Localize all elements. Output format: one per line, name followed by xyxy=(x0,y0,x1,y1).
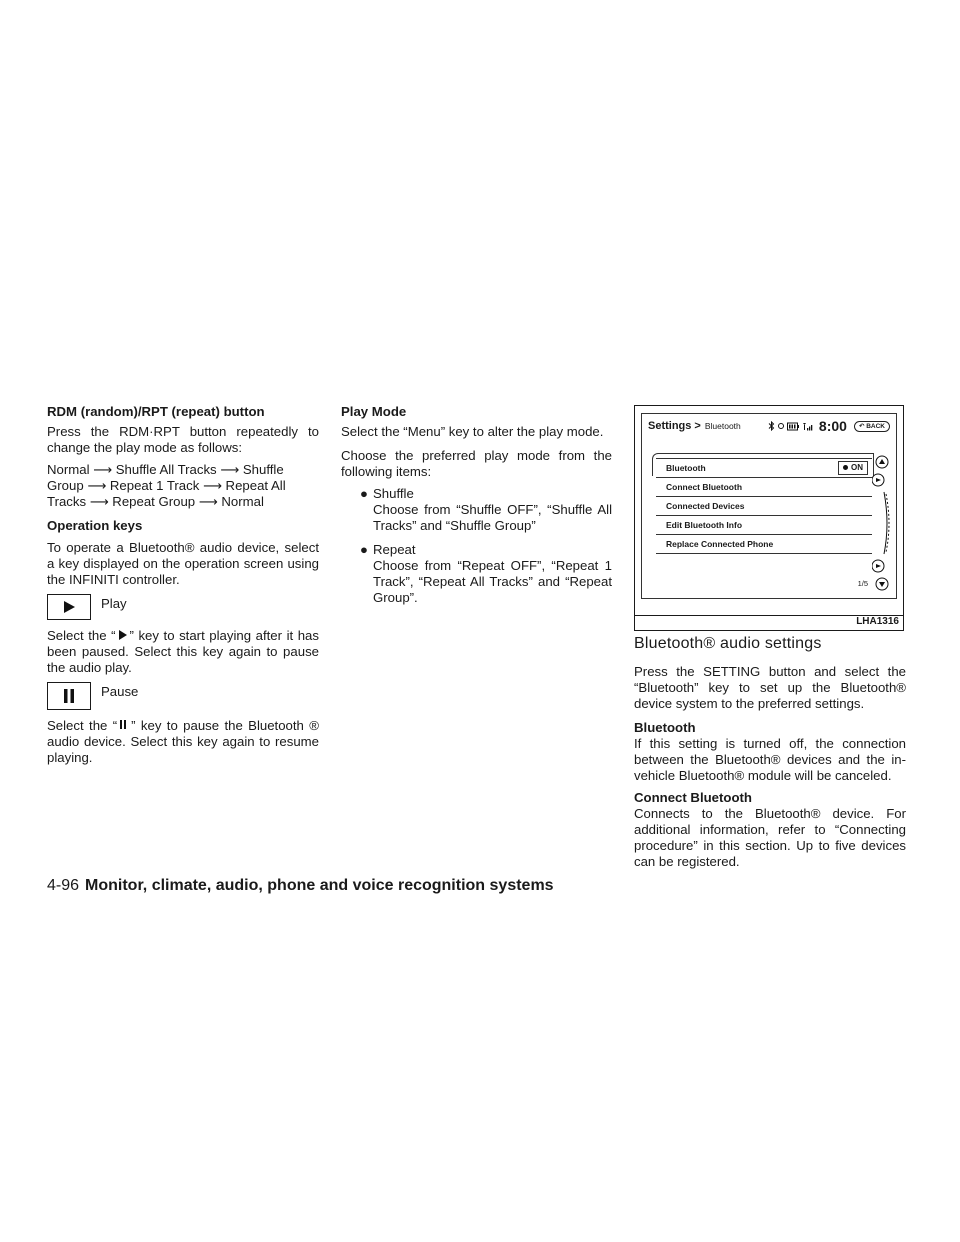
column-right xyxy=(634,636,906,876)
play-label: Play xyxy=(101,596,127,611)
pause-key-row xyxy=(47,682,319,710)
playmode-heading: Play Mode xyxy=(341,404,407,419)
scrollbar[interactable] xyxy=(872,454,892,594)
connect-bluetooth-heading: Connect Bluetooth xyxy=(634,790,752,805)
page-number: 4-96 xyxy=(47,877,80,894)
pause-key-icon xyxy=(47,682,91,710)
section-intro: Press the SETTING button and select the “Bluetooth” key to set up the Bluetooth® device system to the preferred settings. xyxy=(634,664,906,711)
bullet-title: Shuffle xyxy=(373,486,414,501)
playmode-para-1: Select the “Menu” key to alter the play mode. xyxy=(341,424,604,439)
bullet-dot: ● xyxy=(360,542,368,557)
list-item xyxy=(341,542,612,606)
play-icon xyxy=(116,629,130,641)
pause-icon xyxy=(117,719,131,731)
bluetooth-text: If this setting is turned off, the connection between the Bluetooth® devices and the in-vehicle Bluetooth® module will be canceled. xyxy=(634,736,906,783)
bullet-title: Repeat xyxy=(373,542,416,557)
back-button[interactable]: ↶ BACK xyxy=(854,421,890,432)
display-screen xyxy=(641,413,897,599)
status-area xyxy=(768,418,890,434)
opkeys-para: To operate a Bluetooth® audio device, select a key displayed on the operation screen using the INFINITI controller. xyxy=(47,540,319,587)
figure-code: LHA1316 xyxy=(856,616,899,627)
clock-time: 8:00 xyxy=(818,418,847,434)
play-description: Select the “ ” key to start playing after it has been paused. Select this key again to pause the audio play. xyxy=(47,628,319,675)
bluetooth-heading: Bluetooth xyxy=(634,720,696,735)
battery-icon xyxy=(787,422,799,431)
settings-screen-figure xyxy=(634,405,904,631)
bullet-text: Choose from “Repeat OFF”, “Repeat 1 Track”, “Repeat All Tracks” and “Repeat Group”. xyxy=(373,558,612,605)
list-item-connected-devices[interactable]: Connected Devices xyxy=(656,497,872,516)
list-item xyxy=(341,486,612,534)
playmode-para-2: Choose the preferred play mode from the following items: xyxy=(341,448,612,479)
column-left xyxy=(47,404,319,772)
on-indicator[interactable]: ON xyxy=(838,461,868,475)
rdm-heading: RDM (random)/RPT (repeat) button xyxy=(47,404,265,419)
list-item-replace-connected-phone[interactable]: Replace Connected Phone xyxy=(656,535,872,554)
signal-icon xyxy=(802,422,814,431)
bullet-dot: ● xyxy=(360,486,368,501)
settings-list xyxy=(656,458,872,554)
pause-label: Pause xyxy=(101,684,139,699)
pause-description: Select the “ ” key to pause the Bluetooth ® audio device. Select this key again to resume playing. xyxy=(47,718,319,765)
list-item-connect-bluetooth[interactable]: Connect Bluetooth xyxy=(656,478,872,497)
screen-title: Settings xyxy=(648,420,692,432)
phone-status-icon xyxy=(778,421,784,431)
play-key-row xyxy=(47,594,319,620)
list-item-bluetooth[interactable]: Bluetooth ON xyxy=(656,459,872,478)
chapter-title: Monitor, climate, audio, phone and voice recognition systems xyxy=(85,877,554,894)
screen-subtitle: Bluetooth xyxy=(704,421,741,431)
bluetooth-icon xyxy=(768,421,775,431)
play-key-icon xyxy=(47,594,91,620)
page-footer xyxy=(47,876,554,896)
list-item-edit-bluetooth-info[interactable]: Edit Bluetooth Info xyxy=(656,516,872,535)
breadcrumb-separator: > xyxy=(694,420,701,432)
section-title: Bluetooth® audio settings xyxy=(634,635,822,652)
rdm-para-1: Press the RDM·RPT button repeatedly to change the play mode as follows: xyxy=(47,424,319,455)
opkeys-heading: Operation keys xyxy=(47,518,143,533)
column-middle xyxy=(341,404,612,614)
screen-header xyxy=(642,414,896,438)
rdm-para-2: Normal ⟶ Shuffle All Tracks ⟶ Shuffle Group ⟶ Repeat 1 Track ⟶ Repeat All Tracks ⟶ Repeat Group ⟶ Normal xyxy=(47,462,286,509)
bullet-text: Choose from “Shuffle OFF”, “Shuffle All Tracks” and “Shuffle Group” xyxy=(373,502,612,533)
connect-bluetooth-text: Connects to the Bluetooth® device. For additional information, refer to “Connecting procedure” in this section. Up to five devices can be registered. xyxy=(634,806,906,869)
page-indicator: 1/5 xyxy=(857,579,868,588)
